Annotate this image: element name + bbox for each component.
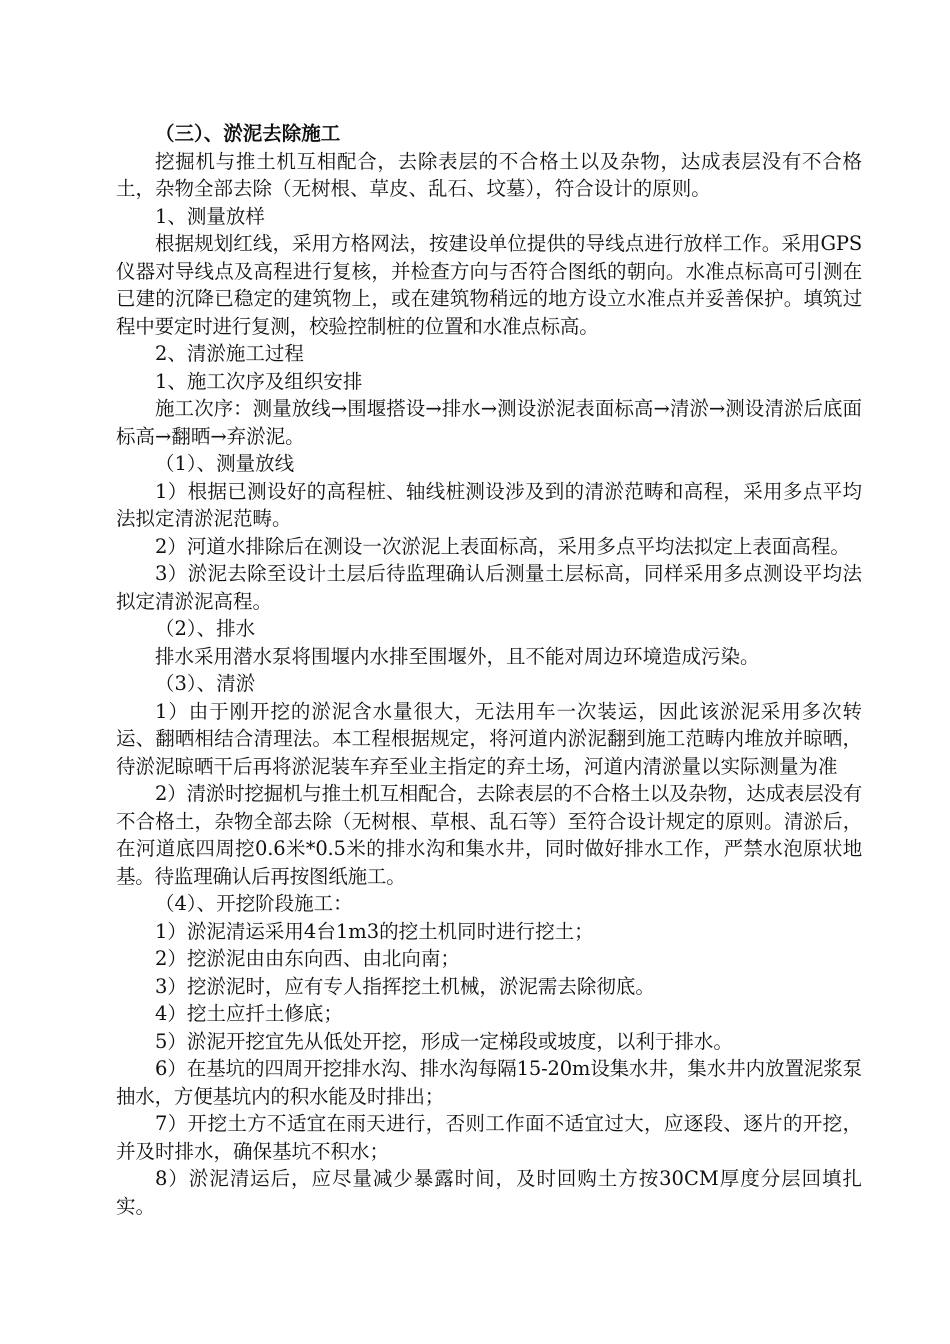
list-item: 8）淤泥清运后，应尽量减少暴露时间，及时回购土方按30CM厚度分层回填扎实。 — [116, 1167, 862, 1218]
list-item: 6）在基坑的四周开挖排水沟、排水沟每隔15-20m设集水井，集水井内放置泥浆泵抽水，方便基坑内的积水能及时排出； — [116, 1057, 862, 1108]
body-paragraph: 施工次序：测量放线→围堰搭设→排水→测设淤泥表面标高→清淤→测设清淤后底面标高→翻晒→弃淤泥。 — [116, 397, 862, 448]
list-item: 1）淤泥清运采用4台1m3的挖土机同时进行挖土； — [155, 919, 594, 943]
list-item: 2）挖淤泥由由东向西、由北向南； — [155, 947, 460, 970]
subheading: （1）、测量放线 — [155, 452, 295, 475]
list-item: 1）由于刚开挖的淤泥含水量很大，无法用车一次装运，因此该淤泥采用多次转运、翻晒相结合清理法。本工程根据规定，将河道内淤泥翻到施工范畴内堆放并晾晒，待淤泥晾晒干后再将淤泥装车弃至业主指定的弃土场，河道内清淤量以实际测量为准 — [116, 699, 862, 778]
list-item: 2）清淤时挖掘机与推土机互相配合，去除表层的不合格土以及杂物，达成表层没有不合格土，杂物全部去除（无树根、草根、乱石等）至符合设计规定的原则。清淤后，在河道底四周挖0.6米*0.5米的排水沟和集水井，同时做好排水工作，严禁水泡原状地基。待监理确认后再按图纸施工。 — [116, 782, 863, 888]
list-item: 3）淤泥去除至设计土层后待监理确认后测量土层标高，同样采用多点测设平均法拟定清淤泥高程。 — [116, 562, 862, 613]
subheading: （3）、清淤 — [155, 672, 256, 695]
list-item: 3）挖淤泥时，应有专人指挥挖土机械，淤泥需去除彻底。 — [155, 974, 655, 998]
subheading: 1、测量放样 — [155, 204, 265, 228]
body-paragraph: 挖掘机与推土机互相配合，去除表层的不合格土以及杂物，达成表层没有不合格土，杂物全部去除（无树根、草皮、乱石、坟墓），符合设计的原则。 — [116, 149, 862, 200]
body-paragraph: 排水采用潜水泵将围堰内水排至围堰外，且不能对周边环境造成污染。 — [155, 644, 760, 668]
body-paragraph: 根据规划红线，采用方格网法，按建设单位提供的导线点进行放样工作。采用GPS仪器对导线点及高程进行复核，并检查方向与否符合图纸的朝向。水准点标高可引测在已建的沉降已稳定的建筑物上，或在建筑物稍远的地方设立水准点并妥善保护。填筑过程中要定时进行复测，校验控制桩的位置和水准点标高。 — [116, 232, 862, 338]
list-item: 5）淤泥开挖宜先从低处开挖，形成一定梯段或坡度，以利于排水。 — [155, 1029, 733, 1053]
section-heading: （三）、淤泥去除施工 — [155, 122, 341, 145]
list-item: 7）开挖土方不适宜在雨天进行，否则工作面不适宜过大，应逐段、逐片的开挖，并及时排水，确保基坑不积水； — [116, 1112, 862, 1163]
subheading: 2、清淤施工过程 — [155, 342, 304, 365]
list-item: 2）河道水排除后在测设一次淤泥上表面标高，采用多点平均法拟定上表面高程。 — [155, 534, 850, 558]
subheading: 1、施工次序及组织安排 — [155, 369, 363, 393]
subheading: （2）、排水 — [155, 617, 256, 640]
list-item: 1）根据已测设好的高程桩、轴线桩测设涉及到的清淤范畴和高程，采用多点平均法拟定清淤泥范畴。 — [116, 479, 862, 530]
subheading: （4）、开挖阶段施工： — [155, 892, 353, 915]
document-page — [116, 120, 862, 1220]
list-item: 4）挖土应扦土修底； — [155, 1002, 343, 1025]
